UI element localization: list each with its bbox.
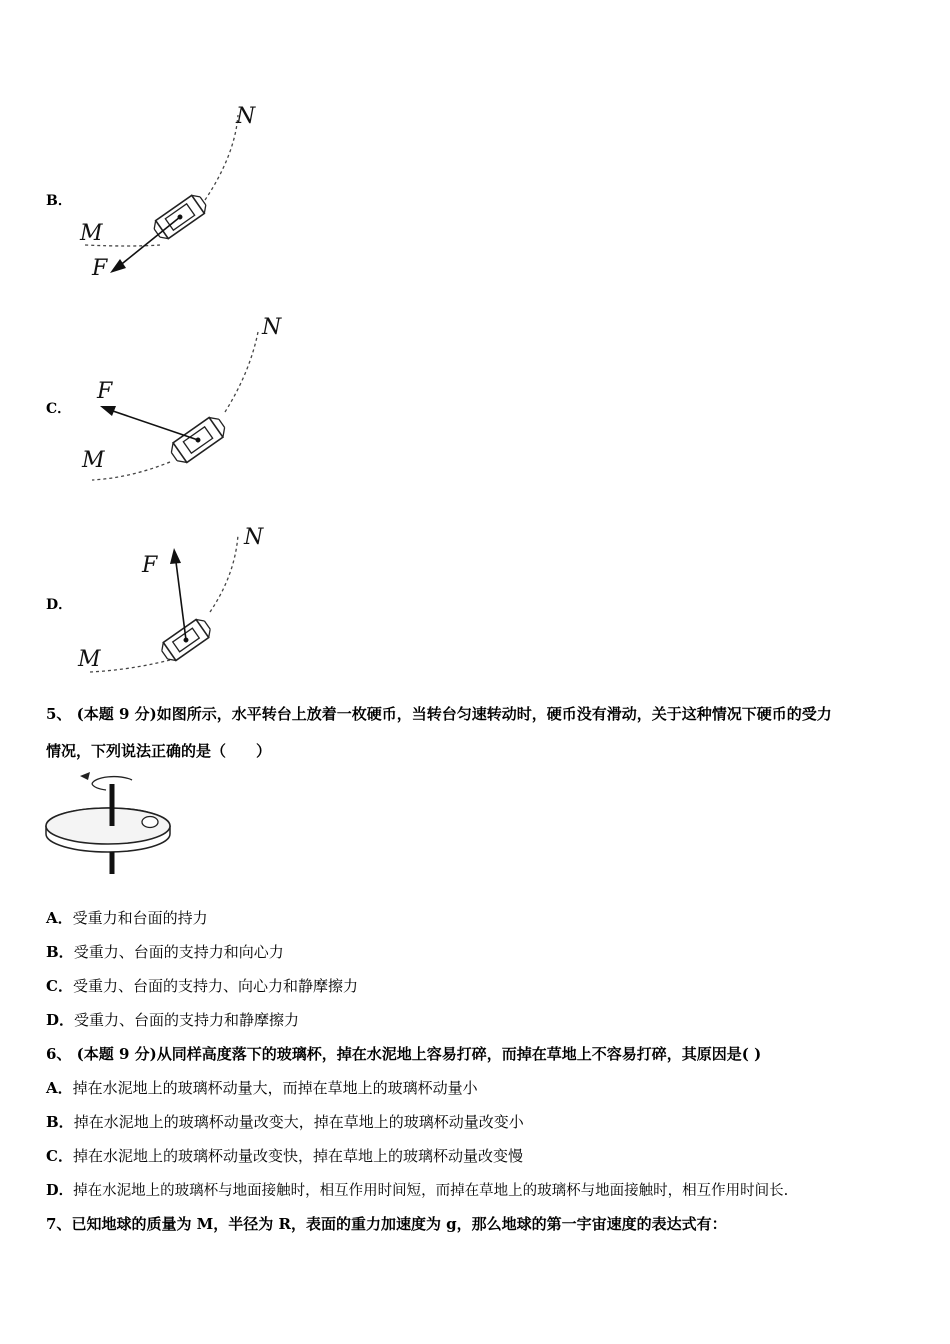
q5-number: 5、	[46, 705, 72, 723]
q6-option-c	[46, 1145, 523, 1166]
option-b-letter: B．	[46, 193, 72, 209]
option-text: 掉在水泥地上的玻璃杯动量大，而掉在草地上的玻璃杯动量小	[72, 1079, 478, 1097]
q5-option-b	[46, 941, 284, 962]
option-text: 掉在水泥地上的玻璃杯与地面接触时，相互作用时间短，而掉在草地上的玻璃杯与地面接触时，相互作用时间长.	[73, 1183, 789, 1199]
force-f-label: F	[92, 256, 108, 281]
point-m-label: M	[80, 221, 103, 246]
q5-stem-line1	[46, 703, 832, 724]
option-c-figure	[70, 312, 310, 492]
force-f-label: F	[142, 553, 158, 578]
point-n-label: N	[236, 104, 256, 129]
option-d-letter: D．	[46, 597, 73, 613]
option-letter: D．	[46, 1182, 74, 1199]
q5-option-c	[46, 975, 358, 996]
option-d-figure	[70, 520, 290, 680]
option-text: 受重力、台面的支持力和向心力	[73, 943, 284, 961]
option-letter: B．	[46, 943, 74, 961]
option-text: 掉在水泥地上的玻璃杯动量改变大，掉在草地上的玻璃杯动量改变小	[73, 1113, 524, 1131]
q6-option-d	[46, 1179, 788, 1200]
q6-score: (本题 9 分)	[76, 1045, 157, 1063]
q7-number: 7、	[46, 1215, 72, 1233]
q6-number: 6、	[46, 1045, 72, 1063]
q6-option-b	[46, 1111, 524, 1132]
option-text: 受重力、台面的支持力、向心力和静摩擦力	[72, 977, 358, 995]
option-text: 受重力和台面的持力	[72, 909, 208, 927]
q5-option-d	[46, 1009, 299, 1030]
force-f-label: F	[97, 379, 113, 404]
point-n-label: N	[262, 315, 282, 340]
option-text: 掉在水泥地上的玻璃杯动量改变快，掉在草地上的玻璃杯动量改变慢	[72, 1147, 523, 1165]
option-letter: B．	[46, 1113, 74, 1131]
q5-stem-line2: 情况，下列说法正确的是（ ）	[46, 742, 272, 760]
option-letter: C．	[46, 977, 73, 995]
point-m-label: M	[78, 647, 101, 672]
option-c-letter: C．	[46, 401, 72, 417]
option-letter: D．	[46, 1011, 75, 1029]
q5-stem-text: 如图所示，水平转台上放着一枚硬币，当转台匀速转动时，硬币没有滑动，关于这种情况下硬币的受力	[156, 705, 832, 723]
q6-stem-text: 从同样高度落下的玻璃杯，掉在水泥地上容易打碎，而掉在草地上不容易打碎，其原因是( )	[156, 1045, 762, 1063]
option-b-figure	[70, 95, 290, 285]
q7-stem	[46, 1213, 727, 1234]
q5-score: (本题 9 分)	[76, 705, 157, 723]
option-letter: A．	[46, 1079, 73, 1097]
point-m-label: M	[82, 448, 105, 473]
option-letter: C．	[46, 1147, 73, 1165]
q7-stem-text: 已知地球的质量为 M，半径为 R，表面的重力加速度为 g，那么地球的第一宇宙速度的表达式有：	[71, 1215, 727, 1233]
point-n-label: N	[244, 525, 264, 550]
turntable-figure	[44, 770, 184, 880]
q6-option-a	[46, 1077, 478, 1098]
option-letter: A．	[46, 909, 73, 927]
option-text: 受重力、台面的支持力和静摩擦力	[74, 1011, 300, 1029]
q6-stem	[46, 1043, 761, 1064]
q5-option-a	[46, 907, 208, 928]
